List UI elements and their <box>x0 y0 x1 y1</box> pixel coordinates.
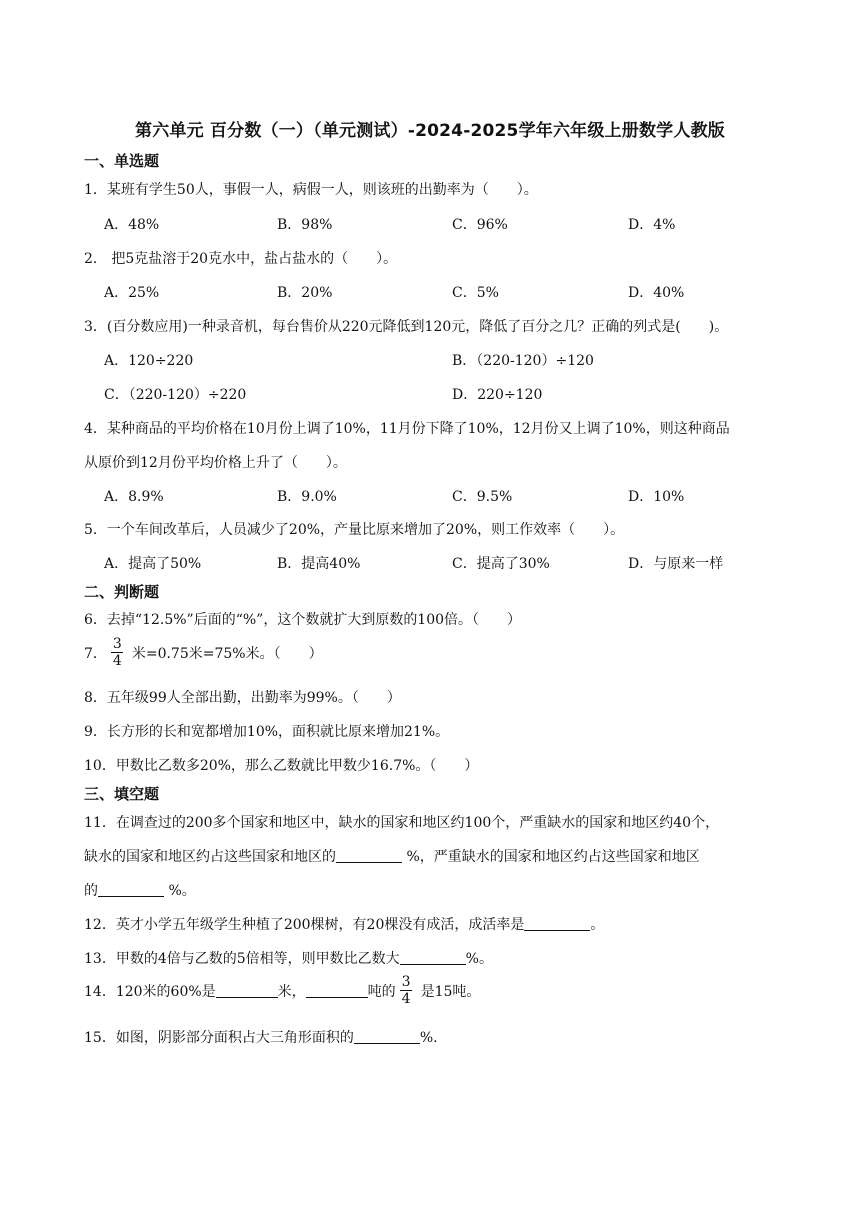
q3-option-d: D．220÷120 <box>452 387 543 403</box>
q3-option-c: C．（220-120）÷220 <box>104 387 247 403</box>
q14-fraction-denominator: 4 <box>401 991 411 1007</box>
q14-blank-2 <box>306 983 368 998</box>
q11-blank-1 <box>336 848 402 863</box>
q1-option-c: C．96% <box>452 217 508 233</box>
q2-option-b: B．20% <box>277 285 333 301</box>
q12-text: 12．英才小学五年级学生种植了200棵树，有20棵没有成活，成活率是 <box>84 917 525 933</box>
question-8: 8．五年级99人全部出勤，出勤率为99%。（ ） <box>84 690 401 706</box>
question-5: 5．一个车间改革后，人员减少了20%，产量比原来增加了20%，则工作效率（ ）。 <box>84 522 625 538</box>
q11-text-a: 缺水的国家和地区约占这些国家和地区的 <box>84 849 336 865</box>
q11-text-d: %。 <box>164 883 196 899</box>
q4-option-b: B．9.0% <box>277 489 337 505</box>
q11-text-b: %，严重缺水的国家和地区约占这些国家和地区 <box>402 849 700 865</box>
question-4-continued: 从原价到12月份平均价格上升了（ ）。 <box>84 455 347 471</box>
question-10: 10．甲数比乙数多20%，那么乙数就比甲数少16.7%。（ ） <box>84 758 479 774</box>
q5-option-b: B．提高40% <box>277 556 361 572</box>
q14-fraction <box>400 974 413 1007</box>
q7-fraction-denominator: 4 <box>112 653 122 669</box>
question-12 <box>84 914 604 934</box>
question-15 <box>84 1027 438 1047</box>
question-14 <box>84 974 480 1007</box>
question-6: 6．去掉“12.5%”后面的“%”，这个数就扩大到原数的100倍。（ ） <box>84 612 522 628</box>
q11-text-c: 的 <box>84 883 98 899</box>
q11-blank-2 <box>98 882 164 897</box>
section-heading-single-choice: 一、单选题 <box>84 152 160 170</box>
question-9: 9．长方形的长和宽都增加10%，面积就比原来增加21%。 <box>84 724 450 740</box>
question-3: 3．(百分数应用)一种录音机，每台售价从220元降低到120元，降低了百分之几？正确的列式是( )。 <box>84 319 729 335</box>
q14-text-d: 是15吨。 <box>420 983 481 1000</box>
q4-option-c: C．9.5% <box>452 489 513 505</box>
question-11-line-3 <box>84 880 196 900</box>
q7-text: 米=0.75米=75%米。（ ） <box>131 645 323 662</box>
q4-option-a: A．8.9% <box>104 489 164 505</box>
q7-fraction <box>111 636 124 669</box>
q14-fraction-numerator: 3 <box>401 974 411 990</box>
q14-text-a: 14．120米的60%是 <box>84 983 216 1000</box>
question-7 <box>84 636 323 669</box>
page-title: 第六单元 百分数（一）（单元测试）-2024-2025学年六年级上册数学人教版 <box>135 121 725 141</box>
question-2: 2． 把5克盐溶于20克水中，盐占盐水的（ ）。 <box>84 251 398 267</box>
q15-blank <box>354 1029 420 1044</box>
q1-option-d: D．4% <box>628 217 676 233</box>
question-13 <box>84 948 493 968</box>
q13-blank <box>400 950 466 965</box>
q5-option-c: C．提高了30% <box>452 556 550 572</box>
q12-blank <box>524 916 590 931</box>
section-heading-true-false: 二、判断题 <box>84 583 160 601</box>
q1-option-b: B．98% <box>277 217 333 233</box>
question-1: 1．某班有学生50人，事假一人，病假一人，则该班的出勤率为（ ）。 <box>84 182 538 198</box>
question-11-line-2 <box>84 846 700 866</box>
question-4: 4．某种商品的平均价格在10月份上调了10%，11月份下降了10%，12月份又上调了10%，则这种商品 <box>84 421 730 437</box>
section-heading-fill-blank: 三、填空题 <box>84 785 160 803</box>
question-11-line-1: 11．在调查过的200多个国家和地区中，缺水的国家和地区约100个，严重缺水的国家和地区约40个， <box>84 815 720 831</box>
q13-text: 13．甲数的4倍与乙数的5倍相等，则甲数比乙数大 <box>84 951 400 967</box>
q15-end: %. <box>419 1030 438 1046</box>
q12-end: 。 <box>590 917 605 933</box>
q1-option-a: A．48% <box>104 217 160 233</box>
q3-option-a: A．120÷220 <box>104 353 194 369</box>
q5-option-d: D．与原来一样 <box>628 556 724 572</box>
q15-text: 15．如图，阴影部分面积占大三角形面积的 <box>84 1030 354 1046</box>
q2-option-d: D．40% <box>628 285 685 301</box>
q7-fraction-numerator: 3 <box>112 636 122 652</box>
q4-option-d: D．10% <box>628 489 685 505</box>
q14-text-b: 米， <box>277 983 306 1000</box>
q7-number: 7． <box>84 645 107 662</box>
q14-blank-1 <box>216 983 278 998</box>
q13-end: %。 <box>465 951 493 967</box>
q2-option-a: A．25% <box>104 285 160 301</box>
q5-option-a: A．提高了50% <box>104 556 202 572</box>
q14-text-c: 吨的 <box>367 983 396 1000</box>
q3-option-b: B．（220-120）÷120 <box>452 353 594 369</box>
q2-option-c: C．5% <box>452 285 499 301</box>
